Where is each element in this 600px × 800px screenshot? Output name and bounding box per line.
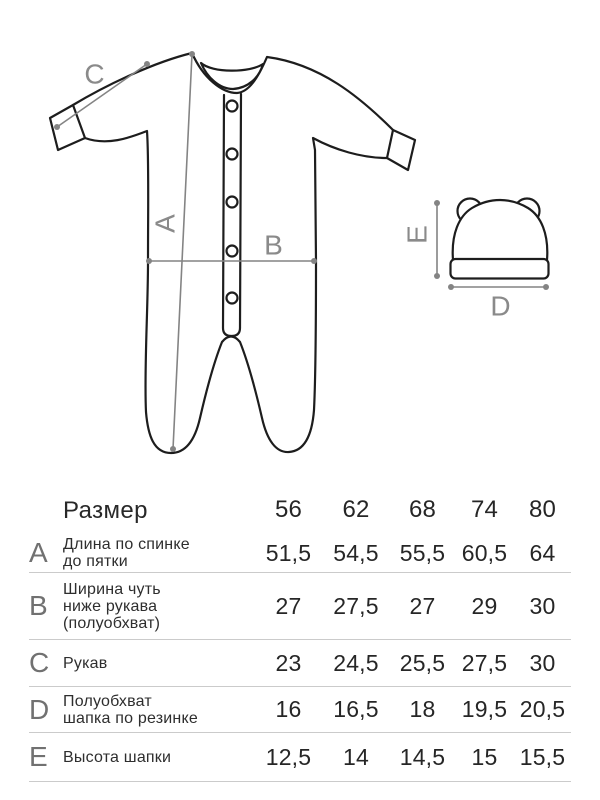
size-value: 15,5: [519, 743, 566, 770]
table-row-c: [29, 640, 571, 687]
size-header-56: 56: [274, 496, 303, 523]
hat-drawing: [451, 199, 549, 279]
row-letter: D: [29, 693, 50, 725]
hat-brim: [451, 259, 549, 279]
row-label-line: ниже рукава: [63, 597, 158, 615]
size-value: 23: [275, 649, 302, 676]
size-value: 12,5: [265, 743, 312, 770]
size-header-62: 62: [342, 496, 370, 523]
snap-button: [227, 246, 238, 257]
measure-dot: [170, 446, 176, 452]
measure-label-e: E: [401, 224, 433, 244]
measure-dot: [543, 284, 549, 290]
row-letter: E: [29, 741, 48, 772]
measure-dot: [311, 258, 317, 264]
row-label-line: Высота шапки: [63, 748, 172, 766]
size-header-label: Размер: [63, 496, 148, 524]
measure-label-c: C: [84, 58, 106, 90]
table-header-row: [29, 486, 571, 534]
size-value: 30: [529, 592, 556, 619]
row-label-line: до пятки: [63, 553, 128, 570]
snap-button: [227, 197, 238, 208]
table-row-e: [29, 733, 571, 782]
size-value: 27,5: [461, 649, 508, 676]
row-label-line: Длина по спинке: [63, 536, 190, 553]
measure-dot: [54, 124, 60, 130]
size-value: 14: [343, 743, 369, 770]
measure-dot: [434, 273, 440, 279]
size-table: [29, 486, 571, 782]
size-value: 20,5: [519, 696, 566, 722]
row-label-line: Рукав: [63, 654, 108, 672]
size-value: 16: [275, 696, 302, 722]
measure-dot: [189, 51, 195, 57]
size-value: 16,5: [333, 696, 379, 722]
size-header-74: 74: [470, 496, 499, 523]
measure-dot: [144, 61, 150, 67]
measure-label-a: A: [149, 213, 181, 233]
measure-dot: [146, 258, 152, 264]
size-value: 54,5: [333, 539, 379, 566]
size-value: 55,5: [399, 539, 446, 566]
row-label-line: Ширина чуть: [63, 580, 161, 598]
row-label-line: шапка по резинке: [63, 709, 198, 727]
size-value: 27: [409, 592, 436, 619]
romper-drawing: [50, 53, 415, 453]
snap-button: [227, 149, 238, 160]
size-value: 29: [471, 592, 498, 619]
table-row-a: [29, 534, 571, 573]
measure-label-b: B: [264, 229, 284, 261]
size-header-68: 68: [408, 496, 437, 523]
size-value: 27,5: [333, 592, 379, 619]
size-value: 60,5: [461, 539, 508, 566]
size-value: 18: [409, 696, 436, 722]
size-value: 64: [529, 539, 556, 566]
table-row-b: [29, 573, 571, 640]
size-value: 27: [275, 592, 302, 619]
measure-dot: [448, 284, 454, 290]
size-value: 51,5: [265, 539, 312, 566]
snap-button: [227, 101, 238, 112]
size-value: 15: [471, 743, 498, 770]
size-value: 25,5: [399, 649, 446, 676]
row-label-line: (полуобхват): [63, 614, 161, 632]
row-label: [63, 655, 255, 672]
measure-dot: [434, 200, 440, 206]
row-label-line: Полуобхват: [63, 692, 152, 710]
table-row-d: [29, 687, 571, 733]
size-header-80: 80: [528, 496, 557, 523]
snap-button: [227, 293, 238, 304]
size-value: 14,5: [399, 743, 446, 770]
size-value: 19,5: [461, 696, 508, 722]
size-value: 24,5: [333, 649, 379, 676]
measure-label-d: D: [490, 290, 512, 322]
size-value: 30: [529, 649, 556, 676]
row-letter: A: [29, 537, 48, 568]
row-label: [63, 749, 255, 766]
row-label: [63, 693, 255, 727]
row-label: [63, 536, 255, 570]
row-label: [63, 581, 255, 632]
row-letter: C: [29, 647, 50, 678]
row-letter: B: [29, 590, 48, 621]
